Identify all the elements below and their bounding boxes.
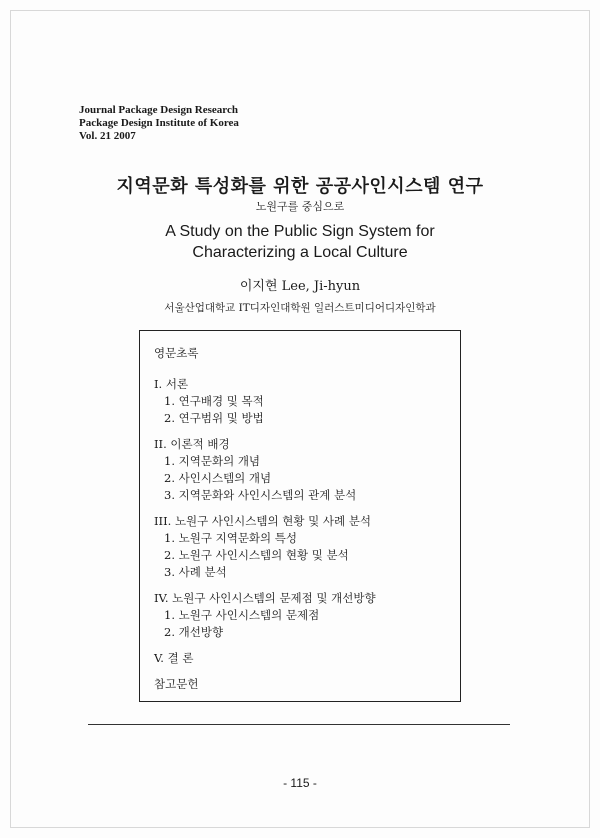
toc-section-title: I. 서론 — [154, 377, 189, 391]
toc-section-title: IV. 노원구 사인시스템의 문제점 및 개선방향 — [154, 591, 376, 605]
toc-section — [154, 375, 450, 427]
journal-name: Journal Package Design Research — [79, 104, 238, 116]
toc-section-title: II. 이론적 배경 — [154, 437, 230, 451]
toc-item: 1. 노원구 사인시스템의 문제점 — [164, 608, 320, 622]
toc-item: 2. 사인시스템의 개념 — [164, 471, 272, 485]
author-affiliation: 서울산업대학교 IT디자인대학원 일러스트미디어디자인학과 — [164, 302, 436, 314]
toc-section — [154, 435, 450, 504]
english-title-line-2: Characterizing a Local Culture — [192, 244, 408, 261]
toc-item: 2. 노원구 사인시스템의 현황 및 분석 — [164, 548, 349, 562]
english-title — [0, 221, 600, 263]
toc-item: 3. 사례 분석 — [164, 565, 227, 579]
journal-publisher: Package Design Institute of Korea — [79, 117, 239, 129]
korean-subtitle: 노원구를 중심으로 — [255, 200, 345, 213]
english-title-line-1: A Study on the Public Sign System for — [165, 223, 435, 240]
toc-item: 2. 연구범위 및 방법 — [164, 411, 264, 425]
korean-title: 지역문화 특성화를 위한 공공사인시스템 연구 — [116, 176, 484, 197]
author-name: 이지현 Lee, Ji-hyun — [239, 279, 361, 294]
toc-conclusion: V. 결 론 — [154, 651, 194, 665]
toc-section-title: III. 노원구 사인시스템의 현황 및 사례 분석 — [154, 514, 371, 528]
toc-item: 1. 노원구 지역문화의 특성 — [164, 531, 298, 545]
toc-item: 3. 지역문화와 사인시스템의 관계 분석 — [164, 488, 357, 502]
toc-section — [154, 589, 450, 641]
journal-header — [79, 104, 239, 143]
title-block — [0, 175, 600, 315]
toc-references: 참고문헌 — [154, 677, 199, 691]
toc-item: 1. 연구배경 및 목적 — [164, 394, 264, 408]
toc-heading: 영문초록 — [154, 346, 199, 360]
toc-item: 1. 지역문화의 개념 — [164, 454, 261, 468]
page-number: - 115 - — [283, 776, 317, 790]
footer-divider — [88, 724, 510, 725]
journal-volume: Vol. 21 2007 — [79, 130, 136, 142]
table-of-contents — [139, 330, 461, 702]
toc-item: 2. 개선방향 — [164, 625, 224, 639]
toc-section — [154, 512, 450, 581]
